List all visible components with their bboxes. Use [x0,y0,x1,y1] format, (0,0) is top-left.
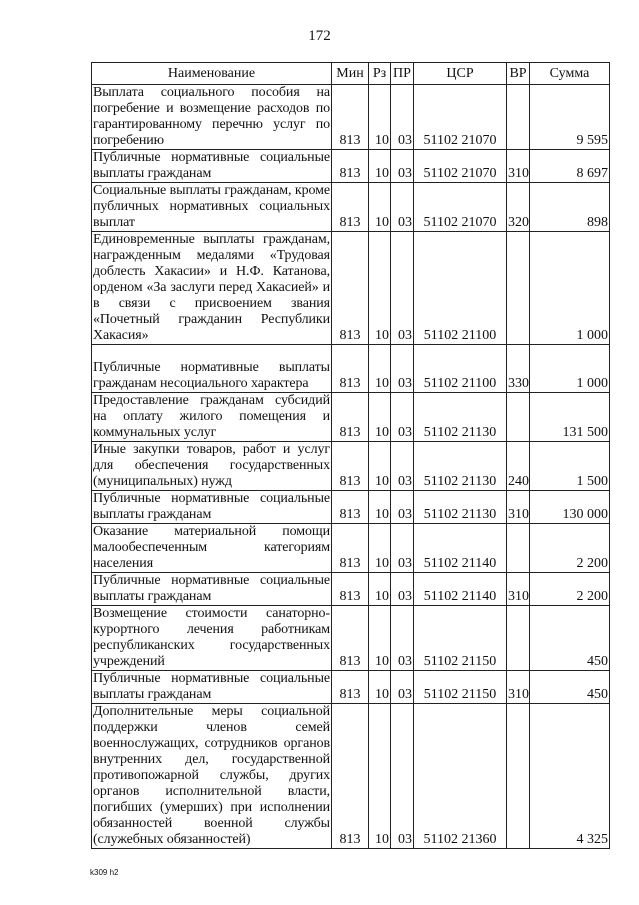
row-rz: 10 [369,150,391,183]
row-sum: 4 325 [530,704,610,849]
row-name: Публичные нормативные социальные выплаты гражданам [93,150,330,181]
row-min: 813 [332,491,369,524]
table-row [92,232,610,345]
row-pr: 03 [391,85,414,150]
row-min: 813 [332,393,369,442]
row-min: 813 [332,524,369,573]
row-csr: 51102 21070 [414,183,507,232]
row-rz: 10 [369,704,391,849]
table-row [92,85,610,150]
row-csr: 51102 21070 [414,85,507,150]
row-sum: 450 [530,606,610,671]
row-csr: 51102 21140 [414,573,507,606]
row-name: Публичные нормативные социальные выплаты гражданам [93,671,330,702]
row-pr: 03 [391,183,414,232]
row-vr [507,704,530,849]
table-row [92,442,610,491]
row-pr: 03 [391,606,414,671]
row-vr [507,524,530,573]
row-sum: 1 500 [530,442,610,491]
row-pr: 03 [391,573,414,606]
row-csr: 51102 21130 [414,442,507,491]
row-vr: 310 [507,491,530,524]
row-sum: 2 200 [530,524,610,573]
row-rz: 10 [369,442,391,491]
row-pr: 03 [391,671,414,704]
row-sum: 130 000 [530,491,610,524]
row-sum: 1 000 [530,232,610,345]
row-sum: 2 200 [530,573,610,606]
table-row [92,393,610,442]
header-vr: ВР [507,63,530,85]
row-min: 813 [332,573,369,606]
row-min: 813 [332,606,369,671]
row-pr: 03 [391,491,414,524]
row-vr [507,606,530,671]
row-min: 813 [332,345,369,393]
header-name: Наименование [92,63,332,85]
row-vr [507,232,530,345]
row-sum: 1 000 [530,345,610,393]
row-min: 813 [332,150,369,183]
table-row [92,150,610,183]
row-rz: 10 [369,232,391,345]
budget-table [91,62,610,849]
row-rz: 10 [369,671,391,704]
table-row [92,573,610,606]
row-vr: 240 [507,442,530,491]
row-sum: 9 595 [530,85,610,150]
row-name: Возмещение стоимости санаторно-курортного лечения работникам республиканских государственных учреждений [93,606,330,669]
row-pr: 03 [391,345,414,393]
header-min: Мин [332,63,369,85]
row-pr: 03 [391,232,414,345]
row-name: Публичные нормативные социальные выплаты гражданам [93,573,330,604]
table-header-row [92,63,610,85]
row-csr: 51102 21100 [414,232,507,345]
row-pr: 03 [391,393,414,442]
row-vr: 310 [507,573,530,606]
row-rz: 10 [369,524,391,573]
row-name: Иные закупки товаров, работ и услуг для обеспечения государственных (муниципальных) нужд [93,442,330,489]
row-vr [507,393,530,442]
row-csr: 51102 21150 [414,606,507,671]
header-pr: ПР [391,63,414,85]
row-vr: 320 [507,183,530,232]
table-row [92,524,610,573]
row-pr: 03 [391,442,414,491]
row-min: 813 [332,442,369,491]
row-name: Единовременные выплаты гражданам, награжденным медалями «Трудовая доблесть Хакасии» и Н.Ф. Катанова, орденом «За заслуги перед Хакасией» и в связи с присвоением звания «Почетный гражданин Республики Хакасия» [93,232,330,343]
header-sum: Сумма [530,63,610,85]
row-pr: 03 [391,704,414,849]
row-min: 813 [332,704,369,849]
row-name: Предоставление гражданам субсидий на оплату жилого помещения и коммунальных услуг [93,393,330,440]
row-rz: 10 [369,491,391,524]
row-name: Социальные выплаты гражданам, кроме публичных нормативных социальных выплат [93,183,330,230]
row-name: Оказание материальной помощи малообеспеченным категориям населения [93,524,330,571]
row-vr [507,85,530,150]
row-min: 813 [332,232,369,345]
row-min: 813 [332,671,369,704]
row-name: Публичные нормативные выплаты гражданам несоциального характера [92,345,332,393]
row-rz: 10 [369,183,391,232]
table-row [92,491,610,524]
page-number: 172 [308,28,331,44]
row-name: Выплата социального пособия на погребение и возмещение расходов по гарантированному перечню услуг по погребению [93,85,330,148]
row-sum: 131 500 [530,393,610,442]
row-name: Публичные нормативные социальные выплаты гражданам [93,491,330,522]
row-rz: 10 [369,345,391,393]
header-csr: ЦСР [414,63,507,85]
row-csr: 51102 21130 [414,491,507,524]
row-csr: 51102 21150 [414,671,507,704]
table-row [92,183,610,232]
row-rz: 10 [369,85,391,150]
table-row [92,704,610,849]
row-vr: 330 [507,345,530,393]
row-rz: 10 [369,393,391,442]
row-pr: 03 [391,524,414,573]
row-vr: 310 [507,671,530,704]
row-csr: 51102 21070 [414,150,507,183]
row-min: 813 [332,85,369,150]
row-name: Дополнительные меры социальной поддержки членов семей военнослужащих, сотрудников органов внутренних дел, государственной противопожарной службы, других органов исполнительной власти, погибших (умерших) при исполнении обязанностей военной службы (служебных обязанностей) [93,704,330,847]
row-sum: 8 697 [530,150,610,183]
table-row [92,606,610,671]
table-row [92,671,610,704]
table-row [92,345,610,393]
row-csr: 51102 21140 [414,524,507,573]
row-sum: 450 [530,671,610,704]
row-vr: 310 [507,150,530,183]
row-sum: 898 [530,183,610,232]
row-min: 813 [332,183,369,232]
row-rz: 10 [369,606,391,671]
header-rz: Рз [369,63,391,85]
row-csr: 51102 21100 [414,345,507,393]
row-pr: 03 [391,150,414,183]
row-rz: 10 [369,573,391,606]
document-code: k309 h2 [90,868,119,877]
row-csr: 51102 21360 [414,704,507,849]
row-csr: 51102 21130 [414,393,507,442]
